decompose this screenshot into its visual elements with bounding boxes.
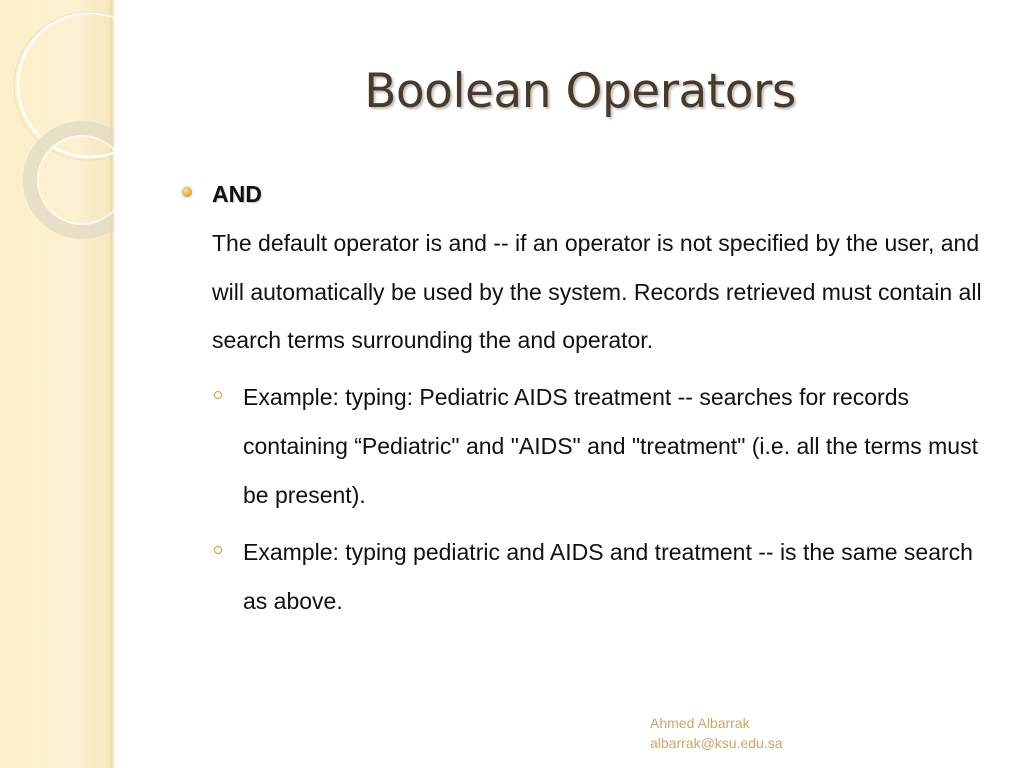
ring-bullet-icon — [214, 546, 222, 554]
sub-bullet-text: Example: typing: Pediatric AIDS treatment -- searches for records containing “Pediatric" and "AIDS" and "treatment" (i.e. all the terms must be present). — [243, 383, 978, 508]
slide-content — [178, 175, 998, 634]
bullet-paragraph: The default operator is and -- if an operator is not specified by the user, and will automatically be used by the system. Records retrieved must contain all search terms surrounding the and operator. — [212, 230, 982, 353]
slide-title: Boolean Operators — [364, 64, 796, 119]
footer — [650, 713, 783, 753]
sub-bullet-item — [212, 528, 1003, 626]
footer-name: Ahmed Albarrak — [650, 715, 750, 731]
bullet-heading: AND — [212, 181, 262, 207]
bullet-and — [178, 175, 998, 365]
sub-bullet-text: Example: typing pediatric and AIDS and treatment -- is the same search as above. — [243, 538, 973, 614]
orb-bullet-icon — [182, 187, 192, 197]
footer-email: albarrak@ksu.edu.sa — [650, 735, 783, 751]
decorative-circles-icon — [0, 0, 114, 260]
sub-bullet-item — [212, 373, 1003, 520]
ring-bullet-icon — [214, 391, 222, 399]
sub-bullet-list — [178, 373, 998, 626]
